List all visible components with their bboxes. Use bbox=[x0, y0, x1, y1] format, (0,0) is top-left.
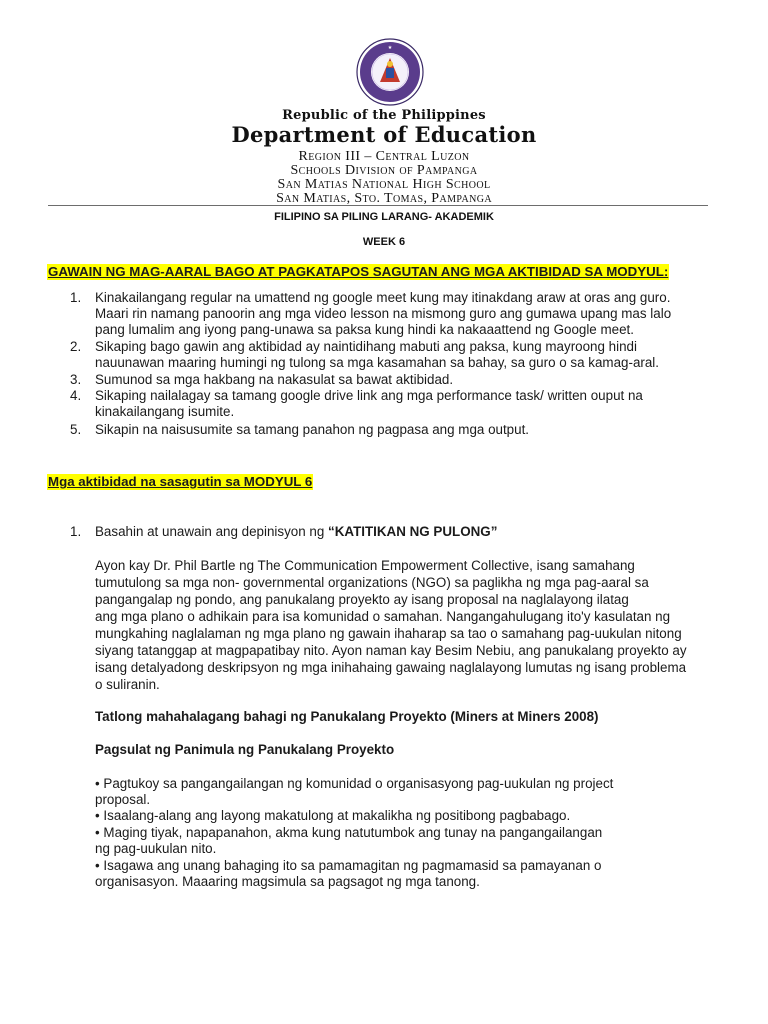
section1-heading: GAWAIN NG MAG-AARAL BAGO AT PAGKATAPOS SAGUTAN ANG MGA AKTIBIDAD SA MODYUL: bbox=[48, 264, 669, 279]
activity-item-text: Basahin at unawain ang depinisyon ng bbox=[95, 524, 329, 539]
bullet-line: • Isaalang-alang ang layong makatulong at makalikha ng positibong pagbabago. bbox=[95, 808, 571, 823]
bullet-line: • Maging tiyak, napapanahon, akma kung natutumbok ang tunay na pangangailangan bbox=[95, 825, 603, 840]
list-number: 1. bbox=[70, 290, 82, 305]
list-number: 4. bbox=[70, 388, 82, 403]
bullet-line: organisasyon. Maaaring magsimula sa pagsagot ng mga tanong. bbox=[95, 874, 480, 889]
bullet-line: proposal. bbox=[95, 792, 151, 807]
list-number: 3. bbox=[70, 372, 82, 387]
list-item-line: nauunawan maaring humingi ng tulong sa mga kasamahan sa bahay, sa guro o sa kamag-aral. bbox=[95, 355, 659, 370]
subject-title: FILIPINO SA PILING LARANG- AKADEMIK bbox=[274, 211, 494, 223]
bullet-line: • Pagtukoy sa pangangailangan ng komunidad o organisasyong pag-uukulan ng project bbox=[95, 776, 614, 791]
list-item-line: Kinakailangang regular na umattend ng google meet kung may itinakdang araw at oras ang guro. bbox=[95, 290, 671, 305]
activity-item-term: “KATITIKAN NG PULONG” bbox=[328, 524, 498, 539]
header-divider bbox=[48, 205, 708, 206]
header-division: Schools Division of Pampanga bbox=[290, 163, 478, 178]
deped-seal-icon bbox=[356, 38, 424, 106]
subheading-panimula: Pagsulat ng Panimula ng Panukalang Proyekto bbox=[95, 742, 395, 757]
list-item-line: Sumunod sa mga hakbang na nakasulat sa bawat aktibidad. bbox=[95, 372, 454, 387]
list-item-line: Sikapin na naisusumite sa tamang panahon ng pagpasa ang mga output. bbox=[95, 422, 530, 437]
header-address: San Matias, Sto. Tomas, Pampanga bbox=[276, 191, 492, 206]
paragraph-line: o suliranin. bbox=[95, 677, 160, 692]
list-number: 2. bbox=[70, 339, 82, 354]
header-region: Region III – Central Luzon bbox=[298, 149, 470, 164]
svg-text:★: ★ bbox=[387, 45, 393, 51]
week-label: WEEK 6 bbox=[362, 236, 406, 248]
header-school: San Matias National High School bbox=[277, 177, 491, 192]
list-item-line: Sikaping nailalagay sa tamang google drive link ang mga performance task/ written ouput na bbox=[95, 388, 643, 403]
paragraph-line: tumutulong sa mga non- governmental organizations (NGO) sa paglikha ng mga pag-aaral sa bbox=[95, 575, 649, 590]
paragraph-line: mungkahing naglalaman ng mga plano ng gawain ihaharap sa tao o samahang pag-uukulan nitong bbox=[95, 626, 682, 641]
paragraph-line: isang detalyadong deskripsyon ng mga inihahaing gawaing naglalayong lumutas ng isang problema bbox=[95, 660, 687, 675]
paragraph-line: Ayon kay Dr. Phil Bartle ng The Communication Empowerment Collective, isang samahang bbox=[95, 558, 635, 573]
bullet-line: • Isagawa ang unang bahaging ito sa pamamagitan ng pagmamasid sa pamayanan o bbox=[95, 858, 602, 873]
activity-item-line bbox=[95, 524, 497, 541]
bullet-line: ng pag-uukulan nito. bbox=[95, 841, 217, 856]
subheading-three-parts: Tatlong mahahalagang bahagi ng Panukalang Proyekto (Miners at Miners 2008) bbox=[95, 709, 599, 724]
list-item-line: kinakailangang isumite. bbox=[95, 404, 235, 419]
list-item-line: Maari rin namang panoorin ang mga video lesson na mismong guro ang gumawa upang mas lalo bbox=[95, 306, 672, 321]
header-republic: Republic of the Philippines bbox=[282, 108, 486, 123]
paragraph-line: siyang tatanggap at magpapatibay nito. Ayon naman kay Besim Nebiu, ang panukalang proyekto ay bbox=[95, 643, 687, 658]
paragraph-line: pangangalap ng pondo, ang panukalang proyekto ay isang proposal na naglalayong ilatag bbox=[95, 592, 629, 607]
list-number: 1. bbox=[70, 524, 82, 539]
section2-heading: Mga aktibidad na sasagutin sa MODYUL 6 bbox=[48, 474, 313, 489]
list-item-line: Sikaping bago gawin ang aktibidad ay naintidihang mabuti ang paksa, kung mayroong hindi bbox=[95, 339, 637, 354]
paragraph-line: ang mga plano o adhikain para isa komunidad o samahan. Nangangahulugang ito'y kasulatan ng bbox=[95, 609, 671, 624]
list-item-line: pang lumalim ang iyong pang-unawa sa paksa kung hindi ka nakaaattend ng Google meet. bbox=[95, 322, 634, 337]
list-number: 5. bbox=[70, 422, 82, 437]
header-department: Department of Education bbox=[231, 122, 537, 147]
